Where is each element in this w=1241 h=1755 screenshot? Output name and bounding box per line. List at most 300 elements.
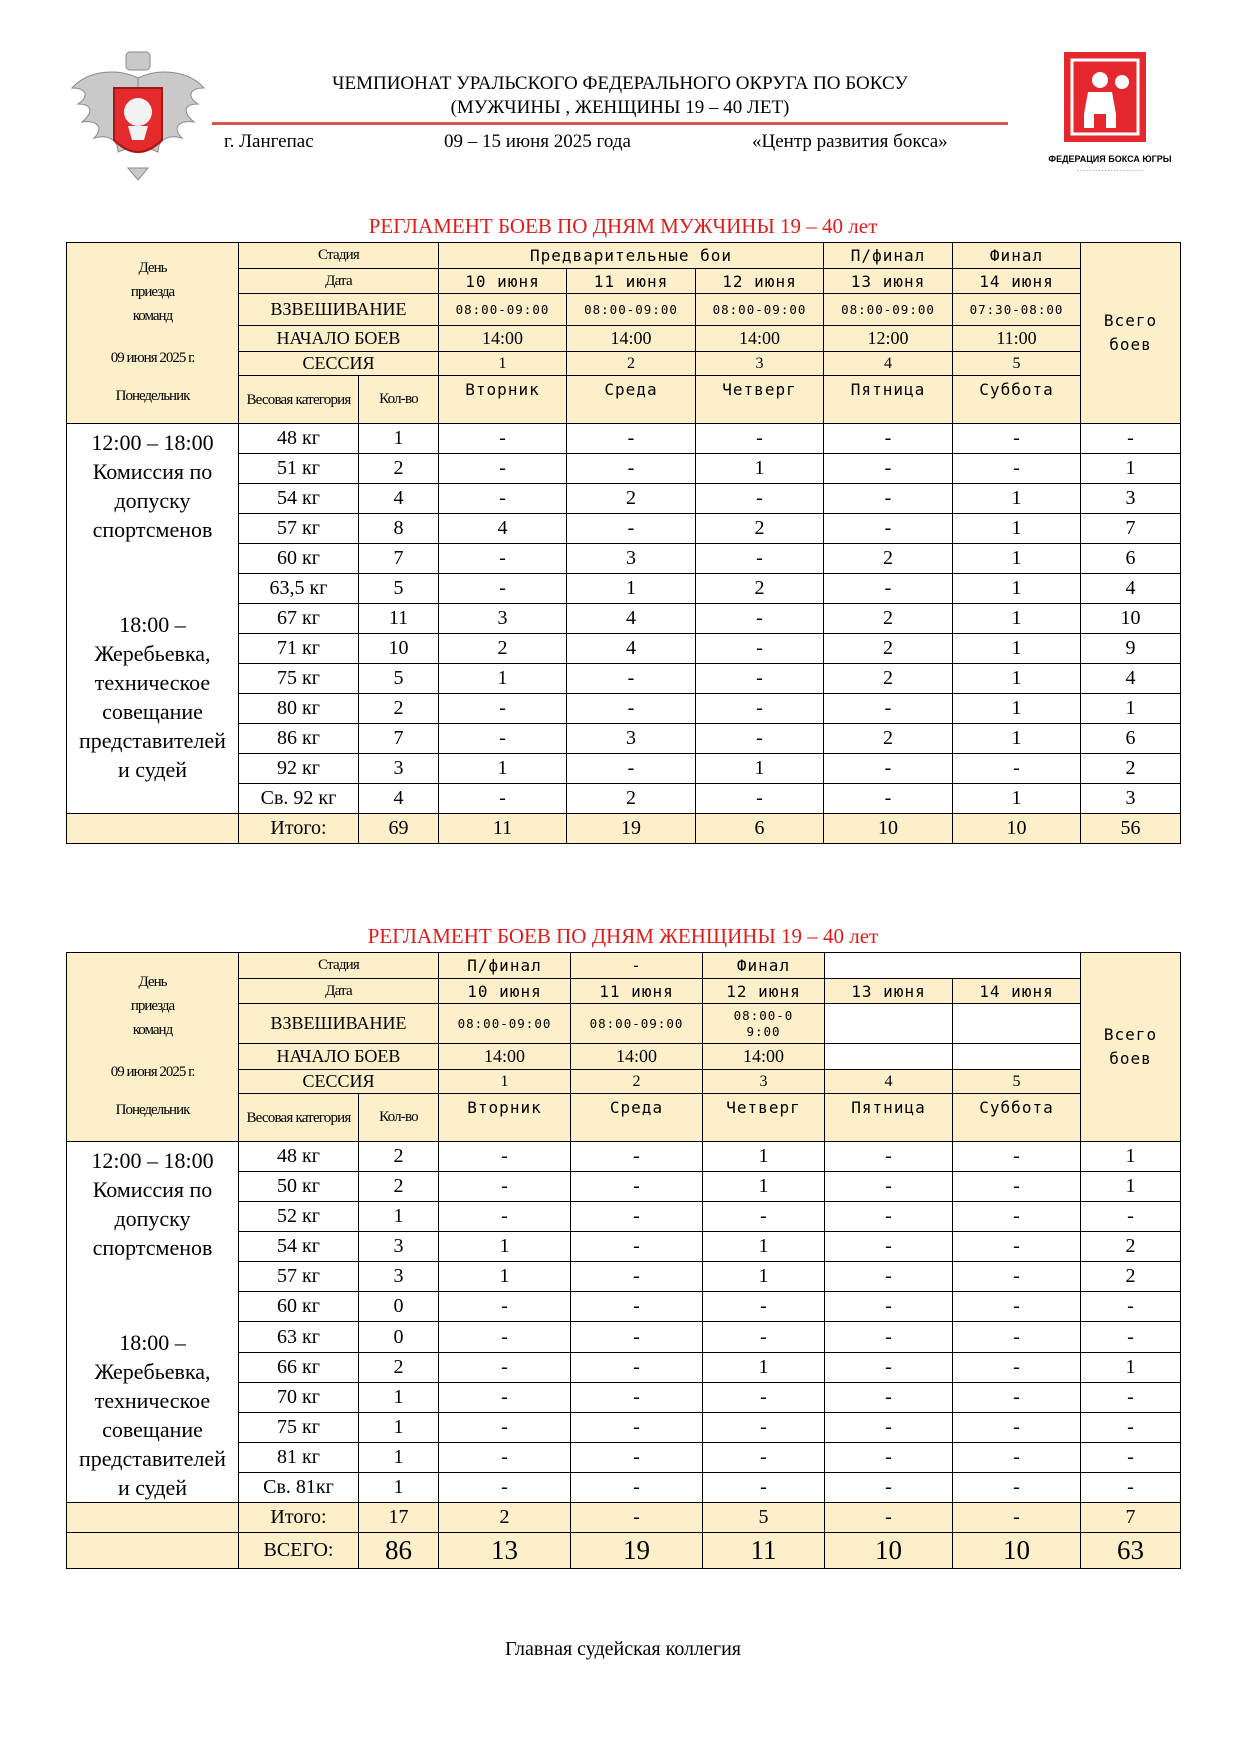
fights-cell: - bbox=[953, 424, 1081, 454]
fights-cell: - bbox=[825, 1202, 953, 1232]
commission-note bbox=[67, 1146, 238, 1262]
men-section-title: РЕГЛАМЕНТ БОЕВ ПО ДНЯМ МУЖЧИНЫ 19 – 40 лет bbox=[368, 214, 878, 238]
weighing-label: ВЗВЕШИВАНИЕ bbox=[239, 1004, 439, 1044]
fights-cell: - bbox=[703, 1382, 825, 1412]
fights-cell: - bbox=[696, 724, 824, 754]
totals-all: 63 bbox=[1081, 1533, 1181, 1569]
fights-cell: 1 bbox=[439, 1232, 571, 1262]
women-section-title: РЕГЛАМЕНТ БОЕВ ПО ДНЯМ ЖЕНЩИНЫ 19 – 40 лет bbox=[367, 924, 879, 948]
row-total: - bbox=[1081, 1472, 1181, 1502]
draw-note-line: 18:00 – bbox=[119, 612, 186, 637]
totals-day: 10 bbox=[953, 814, 1081, 844]
fights-cell: 4 bbox=[567, 604, 696, 634]
fights-cell: - bbox=[439, 574, 567, 604]
federation-badge bbox=[1064, 52, 1146, 142]
fights-cell: - bbox=[439, 544, 567, 574]
row-total: - bbox=[1081, 1202, 1181, 1232]
fights-cell: 1 bbox=[439, 1262, 571, 1292]
draw-note-line: техническое bbox=[94, 1388, 211, 1413]
total-fights-header bbox=[1081, 953, 1181, 1142]
fights-cell: - bbox=[696, 664, 824, 694]
weight-category: 48 кг bbox=[239, 1142, 359, 1172]
boxing-federation-logo bbox=[1030, 52, 1190, 182]
fights-cell: - bbox=[953, 1172, 1081, 1202]
weekday-cell: Четверг bbox=[703, 1094, 825, 1142]
totals-blank bbox=[67, 814, 239, 844]
fights-cell: - bbox=[571, 1322, 703, 1352]
fights-cell: 1 bbox=[439, 754, 567, 784]
fights-cell: 1 bbox=[953, 514, 1081, 544]
participant-count: 0 bbox=[359, 1322, 439, 1352]
row-total: - bbox=[1081, 424, 1181, 454]
participant-count: 1 bbox=[359, 1382, 439, 1412]
weight-category: 81 кг bbox=[239, 1442, 359, 1472]
fights-cell: 4 bbox=[439, 514, 567, 544]
participant-count: 3 bbox=[359, 1262, 439, 1292]
weight-category: 63 кг bbox=[239, 1322, 359, 1352]
participant-count: 4 bbox=[359, 784, 439, 814]
weighing-cell: 08:00-09:00 bbox=[824, 294, 953, 326]
fights-cell: 1 bbox=[953, 724, 1081, 754]
row-total: 1 bbox=[1081, 694, 1181, 724]
totals-day: 13 bbox=[439, 1533, 571, 1569]
weighing-cell bbox=[825, 1004, 953, 1044]
side-notes bbox=[67, 1142, 239, 1503]
totals-day: 19 bbox=[567, 814, 696, 844]
date-cell: 14 июня bbox=[953, 269, 1081, 294]
weight-category: 57 кг bbox=[239, 514, 359, 544]
stage-semi: П/финал bbox=[439, 953, 571, 979]
start-cell: 14:00 bbox=[439, 1044, 571, 1070]
participant-count: 2 bbox=[359, 1172, 439, 1202]
commission-note-line: Комиссия по bbox=[92, 1177, 213, 1202]
weight-category: 80 кг bbox=[239, 694, 359, 724]
totals-day: 10 bbox=[953, 1533, 1081, 1569]
totals-label: Итого: bbox=[239, 1503, 359, 1533]
fights-cell: 1 bbox=[439, 664, 567, 694]
fights-cell: - bbox=[825, 1262, 953, 1292]
participant-count: 0 bbox=[359, 1292, 439, 1322]
totals-day: 5 bbox=[703, 1503, 825, 1533]
commission-note-line: спортсменов bbox=[92, 517, 213, 542]
fights-cell: - bbox=[439, 1292, 571, 1322]
participant-count: 10 bbox=[359, 634, 439, 664]
arrival-line-2: приезда bbox=[130, 284, 175, 300]
men-schedule-table bbox=[66, 242, 1181, 844]
fights-cell: - bbox=[567, 694, 696, 724]
date-cell: 14 июня bbox=[953, 979, 1081, 1004]
fights-cell: - bbox=[825, 1352, 953, 1382]
fights-cell: - bbox=[571, 1172, 703, 1202]
fights-cell: - bbox=[824, 484, 953, 514]
fights-cell: 1 bbox=[703, 1142, 825, 1172]
weighing-cell: 08:00-09:00 bbox=[567, 294, 696, 326]
row-total: - bbox=[1081, 1382, 1181, 1412]
totals-all: 7 bbox=[1081, 1503, 1181, 1533]
session-cell: 5 bbox=[953, 352, 1081, 376]
fights-cell: - bbox=[439, 1382, 571, 1412]
totals-count: 86 bbox=[359, 1533, 439, 1569]
fights-cell: - bbox=[439, 1322, 571, 1352]
row-total: 10 bbox=[1081, 604, 1181, 634]
totals-count: 17 bbox=[359, 1503, 439, 1533]
fights-cell: - bbox=[953, 1472, 1081, 1502]
fights-cell: - bbox=[825, 1382, 953, 1412]
grand-total-row bbox=[67, 1533, 1181, 1569]
fights-cell: - bbox=[439, 454, 567, 484]
weight-category: Св. 81кг bbox=[239, 1472, 359, 1502]
fights-cell: 1 bbox=[953, 664, 1081, 694]
participant-count: 7 bbox=[359, 724, 439, 754]
fights-cell: 3 bbox=[439, 604, 567, 634]
fights-cell: - bbox=[703, 1292, 825, 1322]
fights-cell: - bbox=[567, 514, 696, 544]
weighing-cell bbox=[953, 1004, 1081, 1044]
totals-day: 11 bbox=[703, 1533, 825, 1569]
arrival-line-3: команд bbox=[132, 1022, 173, 1038]
weighing-cell: 08:00-09:00 bbox=[571, 1004, 703, 1044]
count-label: Кол-во bbox=[359, 1094, 439, 1142]
weight-category: 66 кг bbox=[239, 1352, 359, 1382]
arrival-line-3: команд bbox=[132, 308, 173, 324]
fights-cell: - bbox=[825, 1172, 953, 1202]
weight-category: 54 кг bbox=[239, 484, 359, 514]
fights-cell: 2 bbox=[824, 544, 953, 574]
fights-cell: 2 bbox=[824, 634, 953, 664]
fights-cell: 2 bbox=[824, 724, 953, 754]
participant-count: 2 bbox=[359, 1352, 439, 1382]
weighing-cell: 08:00-09:00 bbox=[439, 294, 567, 326]
totals-row bbox=[67, 814, 1181, 844]
fights-cell: - bbox=[439, 724, 567, 754]
russian-emblem-logo bbox=[68, 48, 208, 184]
totals-label: Итого: bbox=[239, 814, 359, 844]
start-cell: 14:00 bbox=[696, 326, 824, 352]
fights-cell: - bbox=[696, 784, 824, 814]
fights-cell: - bbox=[571, 1412, 703, 1442]
weight-category-label: Весовая категория bbox=[239, 1094, 359, 1142]
fights-cell: - bbox=[953, 454, 1081, 484]
weight-category: 67 кг bbox=[239, 604, 359, 634]
fights-cell: - bbox=[953, 1232, 1081, 1262]
fights-cell: 1 bbox=[953, 784, 1081, 814]
commission-note-line: 12:00 – 18:00 bbox=[91, 430, 214, 455]
fights-cell: - bbox=[824, 574, 953, 604]
stage-empty bbox=[825, 953, 1081, 979]
participant-count: 5 bbox=[359, 664, 439, 694]
participant-count: 1 bbox=[359, 1202, 439, 1232]
fights-cell: - bbox=[953, 1322, 1081, 1352]
date-cell: 10 июня bbox=[439, 979, 571, 1004]
row-total: 1 bbox=[1081, 454, 1181, 484]
fights-cell: - bbox=[703, 1442, 825, 1472]
row-total: - bbox=[1081, 1412, 1181, 1442]
row-total: 2 bbox=[1081, 1232, 1181, 1262]
fights-cell: - bbox=[567, 664, 696, 694]
draw-note-line: Жеребьевка, bbox=[94, 641, 211, 666]
fights-cell: - bbox=[439, 484, 567, 514]
participant-count: 2 bbox=[359, 1142, 439, 1172]
weighing-wrapped: 08:00-09:00 bbox=[733, 1007, 794, 1039]
fights-cell: 2 bbox=[567, 484, 696, 514]
draw-note-line: 18:00 – bbox=[119, 1330, 186, 1355]
fights-cell: - bbox=[953, 1442, 1081, 1472]
session-cell: 3 bbox=[703, 1070, 825, 1094]
date-cell: 13 июня bbox=[824, 269, 953, 294]
start-label: НАЧАЛО БОЕВ bbox=[239, 1044, 439, 1070]
fights-cell: 3 bbox=[567, 724, 696, 754]
fights-cell: - bbox=[825, 1442, 953, 1472]
start-cell bbox=[953, 1044, 1081, 1070]
arrival-date: 09 июня 2025 г. bbox=[110, 1064, 195, 1080]
participant-count: 5 bbox=[359, 574, 439, 604]
weight-category: 63,5 кг bbox=[239, 574, 359, 604]
totals-blank bbox=[67, 1533, 239, 1569]
start-cell bbox=[825, 1044, 953, 1070]
fights-cell: 1 bbox=[703, 1232, 825, 1262]
fights-cell: 2 bbox=[696, 514, 824, 544]
row-total: 9 bbox=[1081, 634, 1181, 664]
fights-cell: - bbox=[824, 514, 953, 544]
weekday-cell: Пятница bbox=[824, 376, 953, 424]
weight-category-label: Весовая категория bbox=[239, 376, 359, 424]
date-cell: 11 июня bbox=[571, 979, 703, 1004]
fights-cell: - bbox=[439, 1352, 571, 1382]
stage-final: Финал bbox=[953, 243, 1081, 269]
totals-day: 6 bbox=[696, 814, 824, 844]
fights-cell: 1 bbox=[953, 484, 1081, 514]
weight-category: Св. 92 кг bbox=[239, 784, 359, 814]
fights-cell: - bbox=[439, 1472, 571, 1502]
participant-count: 1 bbox=[359, 1472, 439, 1502]
fights-cell: - bbox=[439, 1442, 571, 1472]
row-total: - bbox=[1081, 1442, 1181, 1472]
arrival-info bbox=[67, 243, 239, 424]
totals-day: 10 bbox=[824, 814, 953, 844]
stage-label: Стадия bbox=[239, 243, 439, 269]
fights-cell: - bbox=[953, 1412, 1081, 1442]
stage-prelim: Предварительные бои bbox=[439, 243, 824, 269]
fights-cell: - bbox=[439, 1142, 571, 1172]
fights-cell: - bbox=[696, 544, 824, 574]
weekday-cell: Суббота bbox=[953, 376, 1081, 424]
start-cell: 12:00 bbox=[824, 326, 953, 352]
title-line-2: (МУЖЧИНЫ , ЖЕНЩИНЫ 19 – 40 ЛЕТ) bbox=[450, 97, 790, 118]
footer-signature: Главная судейская коллегия bbox=[505, 1638, 741, 1660]
draw-note-line: и судей bbox=[117, 757, 188, 782]
draw-note-line: представителей bbox=[79, 1446, 226, 1471]
row-total: 1 bbox=[1081, 1172, 1181, 1202]
weighing-cell: 07:30-08:00 bbox=[953, 294, 1081, 326]
weekday-cell: Среда bbox=[571, 1094, 703, 1142]
session-cell: 5 bbox=[953, 1070, 1081, 1094]
weight-category: 70 кг bbox=[239, 1382, 359, 1412]
city: г. Лангепас bbox=[224, 131, 314, 152]
fights-cell: - bbox=[439, 1172, 571, 1202]
fights-cell: 1 bbox=[703, 1262, 825, 1292]
session-cell: 4 bbox=[825, 1070, 953, 1094]
weekday-cell: Вторник bbox=[439, 1094, 571, 1142]
weight-category: 75 кг bbox=[239, 1412, 359, 1442]
fights-cell: - bbox=[824, 784, 953, 814]
fights-cell: - bbox=[696, 484, 824, 514]
arrival-weekday: Понедельник bbox=[115, 388, 190, 404]
weight-category: 75 кг bbox=[239, 664, 359, 694]
side-notes bbox=[67, 424, 239, 814]
participant-count: 11 bbox=[359, 604, 439, 634]
fights-cell: - bbox=[696, 424, 824, 454]
count-label: Кол-во bbox=[359, 376, 439, 424]
fights-cell: - bbox=[571, 1232, 703, 1262]
start-cell: 11:00 bbox=[953, 326, 1081, 352]
fights-cell: - bbox=[439, 1202, 571, 1232]
row-total: 2 bbox=[1081, 754, 1181, 784]
commission-note-line: Комиссия по bbox=[92, 459, 213, 484]
draw-note-line: представителей bbox=[79, 728, 226, 753]
session-label: СЕССИЯ bbox=[239, 1070, 439, 1094]
stage-label: Стадия bbox=[239, 953, 439, 979]
draw-note bbox=[67, 610, 238, 784]
fights-cell: - bbox=[571, 1352, 703, 1382]
fights-cell: - bbox=[571, 1142, 703, 1172]
women-schedule-table bbox=[66, 952, 1181, 1569]
row-total: 2 bbox=[1081, 1262, 1181, 1292]
draw-note-line: совещание bbox=[102, 1417, 203, 1442]
weekday-cell: Суббота bbox=[953, 1094, 1081, 1142]
weight-category: 60 кг bbox=[239, 1292, 359, 1322]
weight-category: 71 кг bbox=[239, 634, 359, 664]
row-total: 4 bbox=[1081, 664, 1181, 694]
session-cell: 2 bbox=[567, 352, 696, 376]
commission-note bbox=[67, 428, 238, 544]
row-total: - bbox=[1081, 1322, 1181, 1352]
totals-day: - bbox=[953, 1503, 1081, 1533]
fights-cell: 1 bbox=[696, 754, 824, 784]
fights-cell: - bbox=[824, 694, 953, 724]
arrival-weekday: Понедельник bbox=[115, 1102, 190, 1118]
fights-cell: 1 bbox=[953, 694, 1081, 724]
fights-cell: - bbox=[567, 754, 696, 784]
fights-cell: - bbox=[439, 1412, 571, 1442]
totals-day: - bbox=[571, 1503, 703, 1533]
fights-cell: 2 bbox=[439, 634, 567, 664]
fights-cell: - bbox=[571, 1442, 703, 1472]
start-cell: 14:00 bbox=[703, 1044, 825, 1070]
category-row bbox=[67, 1142, 1181, 1172]
fights-cell: 3 bbox=[567, 544, 696, 574]
session-cell: 1 bbox=[439, 1070, 571, 1094]
arrival-date: 09 июня 2025 г. bbox=[110, 350, 195, 366]
weight-category: 57 кг bbox=[239, 1262, 359, 1292]
participant-count: 7 bbox=[359, 544, 439, 574]
fights-cell: 1 bbox=[703, 1172, 825, 1202]
totals-row bbox=[67, 1503, 1181, 1533]
session-cell: 4 bbox=[824, 352, 953, 376]
championship-title bbox=[220, 72, 1020, 120]
weight-category: 54 кг bbox=[239, 1232, 359, 1262]
participant-count: 4 bbox=[359, 484, 439, 514]
draw-note bbox=[67, 1328, 238, 1502]
fights-cell: - bbox=[567, 454, 696, 484]
fights-cell: - bbox=[824, 424, 953, 454]
fights-cell: 1 bbox=[696, 454, 824, 484]
fights-cell: - bbox=[439, 784, 567, 814]
totals-label: ВСЕГО: bbox=[239, 1533, 359, 1569]
fights-cell: - bbox=[825, 1322, 953, 1352]
fights-cell: - bbox=[953, 1292, 1081, 1322]
weekday-cell: Четверг bbox=[696, 376, 824, 424]
commission-note-line: 12:00 – 18:00 bbox=[91, 1148, 214, 1173]
row-total: 3 bbox=[1081, 484, 1181, 514]
draw-note-line: совещание bbox=[102, 699, 203, 724]
arrival-line-1: День bbox=[138, 974, 167, 990]
date-cell: 13 июня bbox=[825, 979, 953, 1004]
fights-cell: 1 bbox=[953, 544, 1081, 574]
event-dates: 09 – 15 июня 2025 года bbox=[444, 131, 631, 152]
session-cell: 3 bbox=[696, 352, 824, 376]
fights-cell: 1 bbox=[953, 604, 1081, 634]
participant-count: 2 bbox=[359, 454, 439, 484]
totals-blank bbox=[67, 1503, 239, 1533]
totals-all: 56 bbox=[1081, 814, 1181, 844]
weighing-label: ВЗВЕШИВАНИЕ bbox=[239, 294, 439, 326]
draw-note-line: техническое bbox=[94, 670, 211, 695]
weight-category: 50 кг bbox=[239, 1172, 359, 1202]
fights-cell: - bbox=[953, 754, 1081, 784]
weighing-cell: 08:00-09:00 bbox=[696, 294, 824, 326]
participant-count: 1 bbox=[359, 1412, 439, 1442]
participant-count: 3 bbox=[359, 754, 439, 784]
fights-cell: 2 bbox=[567, 784, 696, 814]
date-label: Дата bbox=[239, 979, 439, 1004]
weight-category: 60 кг bbox=[239, 544, 359, 574]
fights-cell: - bbox=[825, 1412, 953, 1442]
arrival-info bbox=[67, 953, 239, 1142]
totals-day: 19 bbox=[571, 1533, 703, 1569]
fights-cell: - bbox=[567, 424, 696, 454]
fights-cell: - bbox=[696, 604, 824, 634]
arrival-line-1: День bbox=[138, 260, 167, 276]
date-label: Дата bbox=[239, 269, 439, 294]
stage-dash: - bbox=[571, 953, 703, 979]
fights-cell: - bbox=[571, 1292, 703, 1322]
fights-cell: - bbox=[953, 1382, 1081, 1412]
venue: «Центр развития бокса» bbox=[752, 131, 948, 152]
fights-cell: - bbox=[703, 1322, 825, 1352]
start-label: НАЧАЛО БОЕВ bbox=[239, 326, 439, 352]
totals-count: 69 bbox=[359, 814, 439, 844]
weight-category: 52 кг bbox=[239, 1202, 359, 1232]
commission-note-line: спортсменов bbox=[92, 1235, 213, 1260]
session-cell: 1 bbox=[439, 352, 567, 376]
session-cell: 2 bbox=[571, 1070, 703, 1094]
fights-cell: - bbox=[953, 1352, 1081, 1382]
fights-cell: - bbox=[439, 424, 567, 454]
row-total: 7 bbox=[1081, 514, 1181, 544]
fights-cell: - bbox=[825, 1142, 953, 1172]
date-cell: 12 июня bbox=[696, 269, 824, 294]
participant-count: 2 bbox=[359, 694, 439, 724]
row-total: - bbox=[1081, 1292, 1181, 1322]
federation-name: ФЕДЕРАЦИЯ БОКСА ЮГРЫ bbox=[1048, 154, 1172, 164]
stage-semi: П/финал bbox=[824, 243, 953, 269]
totals-day: 10 bbox=[825, 1533, 953, 1569]
date-cell: 11 июня bbox=[567, 269, 696, 294]
draw-note-line: и судей bbox=[117, 1475, 188, 1500]
row-total: 3 bbox=[1081, 784, 1181, 814]
fights-cell: 2 bbox=[696, 574, 824, 604]
fights-cell: - bbox=[571, 1382, 703, 1412]
